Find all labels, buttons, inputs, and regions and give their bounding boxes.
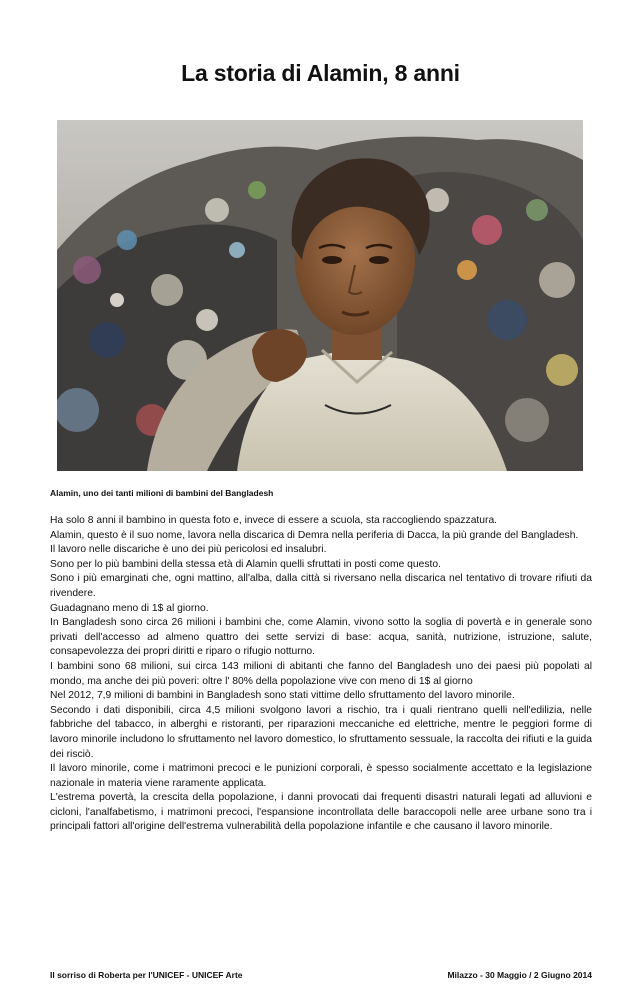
paragraph: Sono i più emarginati che, ogni mattino, all'alba, dalla città si riversano nella discarica nel tentativo di trovare rifiuti da rivendere.: [50, 573, 592, 599]
photo-boy-at-landfill: [57, 120, 583, 471]
paragraph: Ha solo 8 anni il bambino in questa foto e, invece di essere a scuola, sta raccogliendo spazzatura.: [50, 515, 498, 526]
paragraph: Il lavoro minorile, come i matrimoni precoci e le punizioni corporali, è spesso socialmente accettato e la legislazione nazionale in materia viene raramente applicata.: [50, 763, 592, 789]
paragraph: Alamin, questo è il suo nome, lavora nella discarica di Demra nella periferia di Dacca, la più grande del Bangladesh.: [50, 529, 579, 541]
paragraph: I bambini sono 68 milioni, sui circa 143 milioni di abitanti che fanno del Bangladesh uno dei paesi più popolati al mondo, ma anche dei più poveri: oltre l' 80% della popolazione vive con meno di 1$ al giorno: [50, 660, 592, 687]
paragraph: Secondo i dati disponibili, circa 4,5 milioni svolgono lavori a rischio, tra i quali rientrano quelli nell'edilizia, nelle fabbriche del tabacco, in alberghi e ristoranti, per riparazioni meccaniche ed elettriche, mentre le peggiori forme di lavoro minorile includono lo sfruttamento nel lavoro domestico, lo sfruttamento sessuale, la raccolta dei rifiuti e la guida dei risciò.: [50, 704, 592, 760]
paragraph: Il lavoro nelle discariche è uno dei più pericolosi ed insalubri.: [50, 544, 327, 556]
page-title: La storia di Alamin, 8 anni: [181, 60, 460, 86]
footer-event-name: Il sorriso di Roberta per l'UNICEF - UNICEF Arte: [50, 970, 243, 980]
paragraph: In Bangladesh sono circa 26 milioni i bambini che, come Alamin, vivono sotto la soglia di povertà e in generale sono privati dell'accesso ad almeno quattro dei sette servizi di base: acqua, sanità, nutrizione, istruzione, salute, consapevolezza dei propri diritti e riparo o rifugio notturno.: [50, 617, 592, 658]
paragraph: Sono per lo più bambini della stessa età di Alamin quelli sfruttati in posti come questo.: [50, 558, 441, 570]
paragraph: L'estrema povertà, la crescita della popolazione, i danni provocati dai frequenti disastri naturali legati ad alluvioni e cicloni, l'analfabetismo, i matrimoni precoci, l'espansione incontrollata delle baraccopoli nelle aree urbane sono tra i principali fattori all'origine dell'estrema vulnerabilità della popolazione infantile e che causano il lavoro minorile.: [50, 792, 592, 833]
paragraph: Nel 2012, 7,9 milioni di bambini in Bangladesh sono stati vittime dello sfruttamento del lavoro minorile.: [50, 690, 515, 702]
paragraph: Guadagnano meno di 1$ al giorno.: [50, 602, 209, 614]
article-body: [50, 514, 592, 835]
footer-location-date: Milazzo - 30 Maggio / 2 Giugno 2014: [447, 970, 592, 980]
photo-caption: Alamin, uno dei tanti milioni di bambini del Bangladesh: [50, 488, 274, 498]
